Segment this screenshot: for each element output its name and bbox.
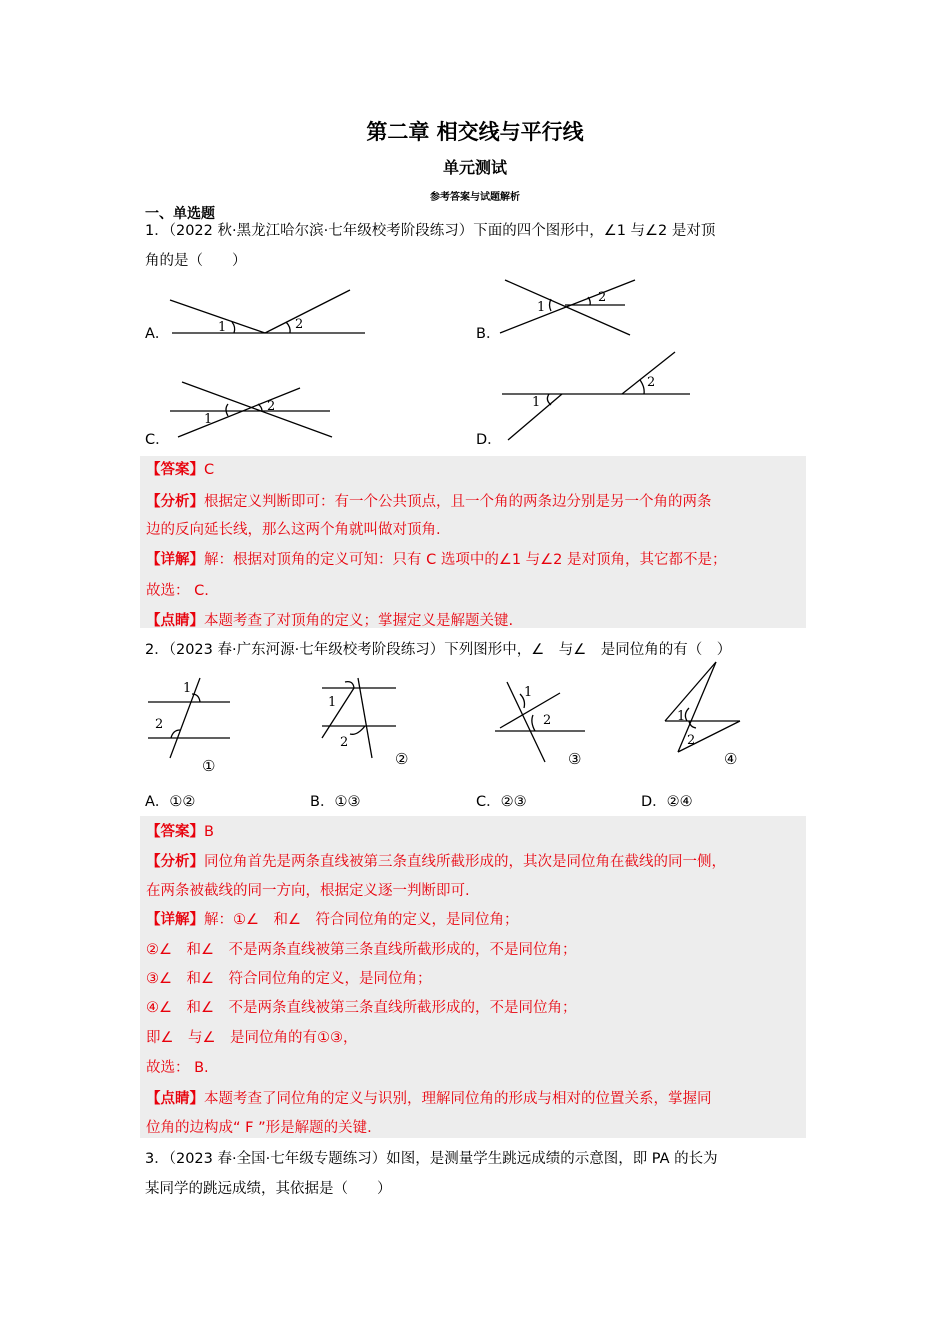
q2-circle-4: ④ bbox=[724, 750, 738, 768]
q1-option-b: B． bbox=[476, 326, 501, 342]
q1-analysis-2: 边的反向延长线，那么这两个角就叫做对顶角. bbox=[146, 522, 441, 538]
q2-detail-3: ③∠ 和∠ 符合同位角的定义，是同位角； bbox=[146, 971, 432, 987]
q1-c-label-2: 2 bbox=[267, 399, 276, 414]
q2-option-a: A．①② bbox=[145, 794, 196, 810]
q2-answer-tag: 【答案】 bbox=[146, 824, 204, 840]
q2-analysis-tag: 【分析】 bbox=[146, 854, 204, 870]
q1-analysis-tag: 【分析】 bbox=[146, 494, 204, 510]
q1-d-label-2: 2 bbox=[647, 375, 656, 390]
q1-a-label-1: 1 bbox=[218, 320, 227, 335]
q2-answer-box bbox=[140, 816, 806, 1138]
q2-f4-label-1: 1 bbox=[677, 709, 686, 724]
q1-comment: 本题考查了对顶角的定义；掌握定义是解题关键. bbox=[204, 613, 514, 629]
q2-f1-label-1: 1 bbox=[183, 681, 192, 696]
q2-circle-3: ③ bbox=[568, 750, 582, 768]
q2-comment-2: 位角的边构成“ F ”形是解题的关键. bbox=[146, 1120, 372, 1136]
q2-comment-tag: 【点睛】 bbox=[146, 1091, 204, 1107]
q2-circle-1: ① bbox=[202, 757, 216, 775]
q1-a-label-2: 2 bbox=[295, 317, 304, 332]
q2-figures bbox=[0, 660, 950, 775]
q2-stem-line1: 2．（2023 春·广东河源·七年级校考阶段练习）下列图形中，∠ 与∠ 是同位角的有（ ） bbox=[145, 642, 732, 658]
q2-detail-5: 即∠ 与∠ 是同位角的有①③， bbox=[146, 1030, 358, 1046]
q1-detail-tag: 【详解】 bbox=[146, 552, 204, 568]
q2-option-c: C．②③ bbox=[476, 794, 527, 810]
q2-detail-2: ②∠ 和∠ 不是两条直线被第三条直线所截形成的，不是同位角； bbox=[146, 942, 577, 958]
q2-analysis-2: 在两条被截线的同一方向，根据定义逐一判断即可. bbox=[146, 883, 470, 899]
q2-f3-label-1: 1 bbox=[524, 685, 533, 700]
q2-detail-4: ④∠ 和∠ 不是两条直线被第三条直线所截形成的，不是同位角； bbox=[146, 1000, 577, 1016]
q2-detail-6: 故选： B. bbox=[146, 1060, 209, 1076]
q2-option-b: B．①③ bbox=[310, 794, 361, 810]
q2-option-d: D．②④ bbox=[641, 794, 693, 810]
q1-d-label-1: 1 bbox=[532, 395, 541, 410]
q2-f4-label-2: 2 bbox=[687, 733, 696, 748]
q1-detail-1: 解：根据对顶角的定义可知：只有 C 选项中的∠1 与∠2 是对顶角，其它都不是； bbox=[204, 552, 727, 568]
q1-answer-tag: 【答案】 bbox=[146, 462, 204, 478]
q1-analysis-1: 根据定义判断即可：有一个公共顶点，且一个角的两条边分别是另一个角的两条 bbox=[204, 494, 712, 510]
q3-stem-line1: 3．（2023 春·全国·七年级专题练习）如图，是测量学生跳远成绩的示意图，即 PA 的长为 bbox=[145, 1151, 718, 1167]
q2-f2-label-1: 1 bbox=[328, 695, 337, 710]
q3-stem-line2: 某同学的跳远成绩，其依据是（ ） bbox=[145, 1181, 392, 1197]
q2-answer-text: B bbox=[204, 824, 214, 840]
q1-stem-line2: 角的是（ ） bbox=[145, 253, 247, 269]
q2-f3-label-2: 2 bbox=[543, 713, 552, 728]
page-title: 第二章 相交线与平行线 bbox=[366, 120, 584, 144]
q1-b-label-2: 2 bbox=[598, 290, 607, 305]
q1-comment-tag: 【点睛】 bbox=[146, 613, 204, 629]
q2-f1-label-2: 2 bbox=[155, 717, 164, 732]
section-heading: 一、单选题 bbox=[145, 206, 215, 222]
q1-b-label-1: 1 bbox=[537, 300, 546, 315]
q2-analysis-1: 同位角首先是两条直线被第三条直线所截形成的，其次是同位角在截线的同一侧， bbox=[204, 854, 726, 870]
q1-figures bbox=[0, 0, 950, 450]
page-caption: 参考答案与试题解析 bbox=[430, 192, 520, 203]
q1-option-c: C． bbox=[145, 432, 170, 448]
q2-detail-1: 解：①∠ 和∠ 符合同位角的定义，是同位角； bbox=[204, 912, 519, 928]
q2-detail-tag: 【详解】 bbox=[146, 912, 204, 928]
q2-f2-label-2: 2 bbox=[340, 735, 349, 750]
q1-option-a: A． bbox=[145, 326, 170, 342]
q1-c-label-1: 1 bbox=[204, 412, 213, 427]
q1-answer-text: C bbox=[204, 462, 215, 478]
q2-circle-2: ② bbox=[395, 750, 409, 768]
q1-stem-line1: 1．（2022 秋·黑龙江哈尔滨·七年级校考阶段练习）下面的四个图形中，∠1 与∠2 是对顶 bbox=[145, 223, 716, 239]
q1-option-d: D． bbox=[476, 432, 502, 448]
page-subtitle: 单元测试 bbox=[442, 158, 507, 177]
q1-answer-box bbox=[140, 456, 806, 628]
q1-detail-2: 故选： C. bbox=[146, 583, 209, 599]
q2-comment-1: 本题考查了同位角的定义与识别，理解同位角的形成与相对的位置关系，掌握同 bbox=[204, 1091, 712, 1107]
